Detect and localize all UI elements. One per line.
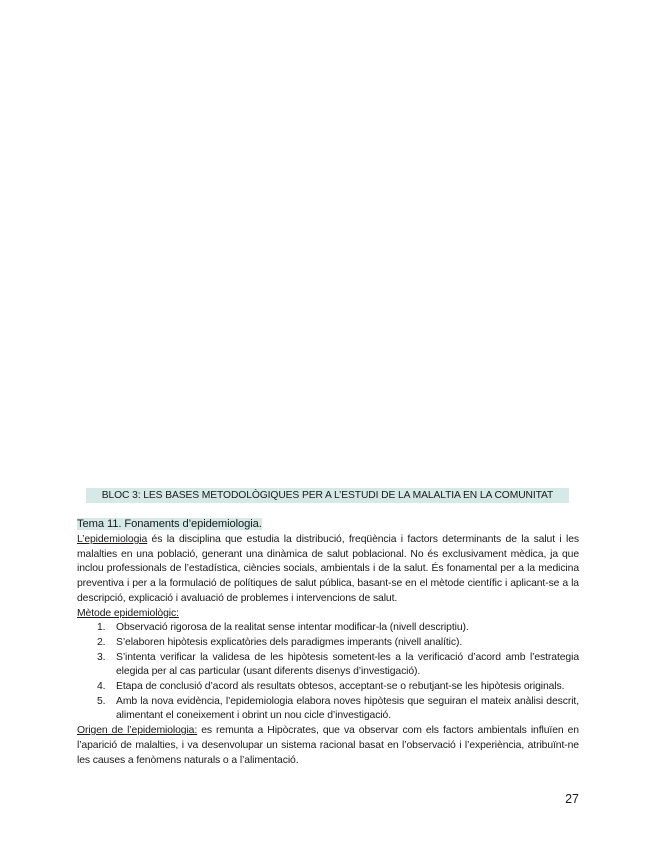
definition-term: L’epidemiologia [77, 534, 148, 545]
step-number: 5. [97, 695, 106, 707]
step-number: 2. [97, 636, 106, 648]
page-number: 27 [565, 792, 579, 806]
content-body [77, 514, 579, 768]
step-number: 3. [97, 651, 106, 663]
list-item [77, 680, 579, 695]
definition-paragraph [77, 533, 579, 607]
origin-text: es remunta a Hipòcrates, que va observar com els factors ambientals influïen en l’aparició de malalties, i va desenvolupar un sistema racional basat en l’observació i l’experiència, atribuïnt-ne les causes a fenòmens naturals o a l’alimentació. [77, 725, 579, 766]
topic-heading [77, 517, 579, 531]
bloc-heading: BLOC 3: LES BASES METODOLÒGIQUES PER A L’ESTUDI DE LA MALALTIA EN LA COMUNITAT [86, 488, 569, 503]
method-heading-text: Mètode epidemiològic: [77, 607, 179, 619]
step-text: S’intenta verificar la validesa de les hipòtesis sometent-les a la verificació d’acord amb l’estrategia elegida per al cas particular (usant diferents disenys d’investigació). [116, 651, 579, 678]
origin-paragraph [77, 724, 579, 768]
method-heading [77, 607, 579, 622]
list-item [77, 695, 579, 724]
step-number: 1. [97, 622, 106, 634]
list-item [77, 651, 579, 680]
list-item [77, 636, 579, 651]
topic-title: Tema 11. Fonaments d’epidemiologia. [77, 518, 262, 530]
list-item [77, 621, 579, 636]
step-number: 4. [97, 681, 106, 693]
origin-term: Origen de l’epidemiologia: [77, 725, 198, 737]
method-steps-list [77, 621, 579, 724]
definition-text: és la disciplina que estudia la distribució, freqüència i factors determinants de la salut i les malalties en una població, generant una dinàmica de salut poblacional. No és exclusivament mèdica, ja que inclou professionals de l’estadística, ciències socials, ambientals i de la salut. És fonamental per a la medicina preventiva i per a la formulació de polítiques de salut pública, basant-se en el mètode científic i aplicant-se a la descripció, explicació i avaluació de problemes i intervencions de salut. [77, 534, 579, 604]
step-text: Etapa de conclusió d’acord als resultats obtesos, acceptant-se o rebutjant-se les hipòtesis originals. [116, 681, 565, 693]
step-text: S’elaboren hipòtesis explicatòries dels paradigmes imperants (nivell analític). [116, 636, 463, 648]
step-text: Amb la nova evidència, l’epidemiologia elabora noves hipòtesis que seguiran el mateix anàlisi descrit, alimentant el coneixement i obrint un nou cicle d’investigació. [116, 695, 579, 722]
step-text: Observació rigorosa de la realitat sense intentar modificar-la (nivell descriptiu). [116, 622, 469, 634]
